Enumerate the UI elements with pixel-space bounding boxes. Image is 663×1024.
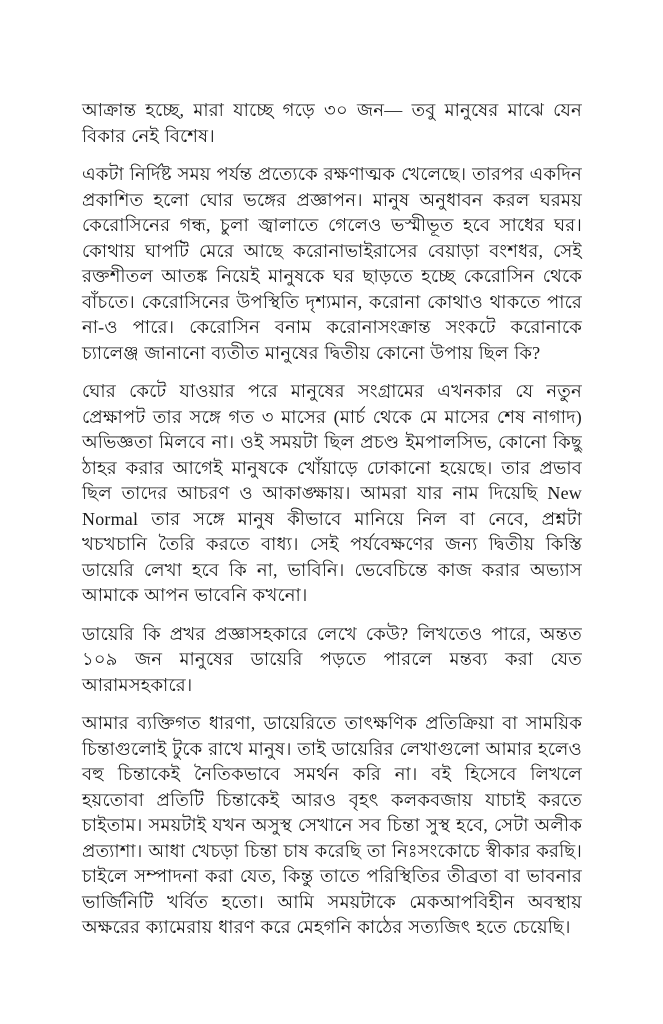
- paragraph-1: আক্রান্ত হচ্ছে, মারা যাচ্ছে গড়ে ৩০ জন— তবু মানুষের মাঝে যেন বিকার নেই বিশেষ।: [82, 100, 582, 146]
- paragraph-5: আমার ব্যক্তিগত ধারণা, ডায়েরিতে তাৎক্ষণিক প্রতিক্রিয়া বা সাময়িক চিন্তাগুলোই টুকে রাখে মানুষ। তাই ডায়েরির লেখাগুলো আমার হলেও বহু চিন্তাকেই নৈতিকভাবে সমর্থন করি না। বই হিসেবে লিখলে হয়তোবা প্রতিটি চিন্তাকেই আরও বৃহৎ কলকবজায় যাচাই করতে চাইতাম। সময়টাই যখন অসুস্থ সেখানে সব চিন্তা সুস্থ হবে, সেটা অলীক প্রত্যাশা। আধা খেচড়া চিন্তা চাষ করেছি তা নিঃসংকোচে স্বীকার করছি। চাইলে সম্পাদনা করা যেত, কিন্তু তাতে পরিস্থিতির তীব্রতা বা ভাবনার ভার্জিনিটি খর্বিত হতো। আমি সময়টাকে মেকআপবিহীন অবস্থায় অক্ষরের ক্যামেরায় ধারণ করে মেহগনি কাঠের সত্যজিৎ হতে চেয়েছি।: [82, 713, 582, 937]
- paragraph-4: ডায়েরি কি প্রখর প্রজ্ঞাসহকারে লেখে কেউ? লিখতেও পারে, অন্তত ১০৯ জন মানুষের ডায়েরি পড়তে পারলে মন্তব্য করা যেত আরামসহকারে।: [82, 623, 582, 695]
- paragraph-2: একটা নির্দিষ্ট সময় পর্যন্ত প্রত্যেকে রক্ষণাত্মক খেলেছে। তারপর একদিন প্রকাশিত হলো ঘোর ভঙ্গের প্রজ্ঞাপন। মানুষ অনুধাবন করল ঘরময় কেরোসিনের গন্ধ, চুলা জ্বালাতে গেলেও ভস্মীভূত হবে সাধের ঘর। কোথায় ঘাপটি মেরে আছে করোনাভাইরাসের বেয়াড়া বংশধর, সেই রক্তশীতল আতঙ্ক নিয়েই মানুষকে ঘর ছাড়তে হচ্ছে কেরোসিন থেকে বাঁচতে। কেরোসিনের উপস্থিতি দৃশ্যমান, করোনা কোথাও থাকতে পারে না-ও পারে। কেরোসিন বনাম করোনাসংক্রান্ত সংকটে করোনাকে চ্যালেঞ্জ জানানো ব্যতীত মানুষের দ্বিতীয় কোনো উপায় ছিল কি?: [82, 164, 582, 363]
- paragraph-3: ঘোর কেটে যাওয়ার পরে মানুষের সংগ্রামের এখনকার যে নতুন প্রেক্ষাপট তার সঙ্গে গত ৩ মাসের (মার্চ থেকে মে মাসের শেষ নাগাদ) অভিজ্ঞতা মিলবে না। ওই সময়টা ছিল প্রচণ্ড ইমপালসিভ, কোনো কিছু ঠাহর করার আগেই মানুষকে খোঁয়াড়ে ঢোকানো হয়েছে। তার প্রভাব ছিল তাদের আচরণ ও আকাঙ্ক্ষায়। আমরা যার নাম দিয়েছি New Normal তার সঙ্গে মানুষ কীভাবে মানিয়ে নিল বা নেবে, প্রশ্নটা খচখচানি তৈরি করতে বাধ্য। সেই পর্যবেক্ষণের জন্য দ্বিতীয় কিস্তি ডায়েরি লেখা হবে কি না, ভাবিনি। ভেবেচিন্তে কাজ করার অভ্যাস আমাকে আপন ভাবেনি কখনো।: [82, 381, 582, 605]
